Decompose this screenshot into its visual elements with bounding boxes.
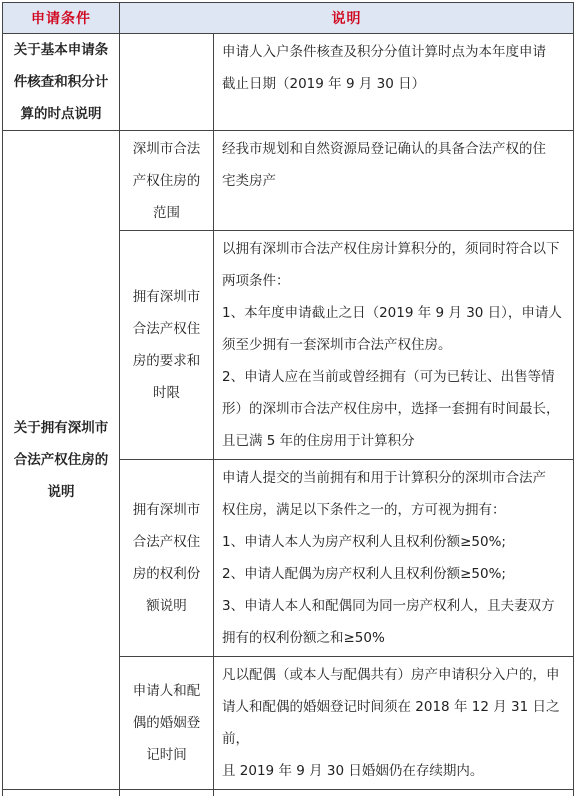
- condition-line: 合法产权住房的: [7, 444, 115, 476]
- description-line: 两项条件：: [222, 265, 565, 297]
- condition-cell-housing: [3, 131, 120, 790]
- description-line: 经我市规划和自然资源局登记确认的具备合法产权的住: [222, 133, 565, 165]
- policy-table: [2, 2, 574, 796]
- subcategory-line: 拥有深圳市: [130, 494, 203, 526]
- header-description: 说明: [120, 3, 574, 34]
- table-row: [3, 34, 574, 131]
- description-line: 拥有的权利份额之和≥50%: [222, 622, 565, 654]
- table-row-continued: [3, 790, 574, 796]
- description-line: 请人和配偶的婚姻登记时间须在 2018 年 12 月 31 日之前，: [222, 691, 565, 755]
- subcategory-line: 时限: [130, 377, 203, 409]
- subcategory-line: 产权住房的: [130, 165, 203, 197]
- subcategory-line: 记时间: [130, 739, 203, 771]
- description-line: 宅类房产: [222, 165, 565, 197]
- description-line: 且 2019 年 9 月 30 日婚姻仍在存续期内。: [222, 755, 565, 787]
- subcategory-cell-ownership-share: [120, 460, 214, 657]
- description-line: 2、申请人配偶为房产权利人且权利份额≥50%;: [222, 558, 565, 590]
- subcategory-cell-marriage: [120, 657, 214, 790]
- subcategory-line: 拥有深圳市: [130, 281, 203, 313]
- subcategory-line: 额说明: [130, 590, 203, 622]
- subcategory-line: 深圳市合法: [130, 133, 203, 165]
- continued-cell: [3, 790, 120, 796]
- continued-cell: [214, 790, 574, 796]
- condition-line: 说明: [7, 476, 115, 508]
- condition-line: 关于基本申请条: [7, 34, 115, 66]
- description-line: 1、本年度申请截止之日（2019 年 9 月 30 日），申请人: [222, 297, 565, 329]
- description-cell: [214, 657, 574, 790]
- description-cell: [214, 131, 574, 231]
- description-line: 3、申请人本人和配偶同为同一房产权利人，且夫妻双方: [222, 590, 565, 622]
- table-header-row: [3, 3, 574, 34]
- subcategory-line: 申请人和配: [130, 675, 203, 707]
- condition-line: 关于拥有深圳市: [7, 412, 115, 444]
- empty-subcategory-cell: [120, 34, 214, 131]
- description-cell: [214, 34, 574, 131]
- subcategory-line: 偶的婚姻登: [130, 707, 203, 739]
- description-cell: [214, 460, 574, 657]
- table-row: [3, 131, 574, 231]
- description-line: 以拥有深圳市合法产权住房计算积分的，须同时符合以下: [222, 233, 565, 265]
- description-line: 权住房，满足以下条件之一的，方可视为拥有：: [222, 494, 565, 526]
- description-cell: [214, 231, 574, 460]
- description-line: 1、申请人本人为房产权利人且权利份额≥50%;: [222, 526, 565, 558]
- condition-line: 算的时点说明: [7, 98, 115, 130]
- subcategory-cell-scope: [120, 131, 214, 231]
- description-line: 申请人提交的当前拥有和用于计算积分的深圳市合法产: [222, 462, 565, 494]
- description-line: 2、申请人应在当前或曾经拥有（可为已转让、出售等情: [222, 361, 565, 393]
- subcategory-line: 房的权利份: [130, 558, 203, 590]
- description-line: 须至少拥有一套深圳市合法产权住房。: [222, 329, 565, 361]
- description-line: 凡以配偶（或本人与配偶共有）房产申请积分入户的，申: [222, 659, 565, 691]
- description-line: 形）的深圳市合法产权住房中，选择一套拥有时间最长，: [222, 393, 565, 425]
- condition-line: 件核查和积分计: [7, 66, 115, 98]
- description-line: 截止日期（2019 年 9 月 30 日）: [222, 68, 565, 100]
- continued-cell: [120, 790, 214, 796]
- subcategory-cell-requirements: [120, 231, 214, 460]
- subcategory-line: 范围: [130, 197, 203, 229]
- description-line: 且已满 5 年的住房用于计算积分: [222, 425, 565, 457]
- subcategory-line: 合法产权住: [130, 313, 203, 345]
- description-line: 申请人入户条件核查及积分分值计算时点为本年度申请: [222, 36, 565, 68]
- header-condition: 申请条件: [3, 3, 120, 34]
- subcategory-line: 合法产权住: [130, 526, 203, 558]
- condition-cell-basic-timing: [3, 34, 120, 131]
- subcategory-line: 房的要求和: [130, 345, 203, 377]
